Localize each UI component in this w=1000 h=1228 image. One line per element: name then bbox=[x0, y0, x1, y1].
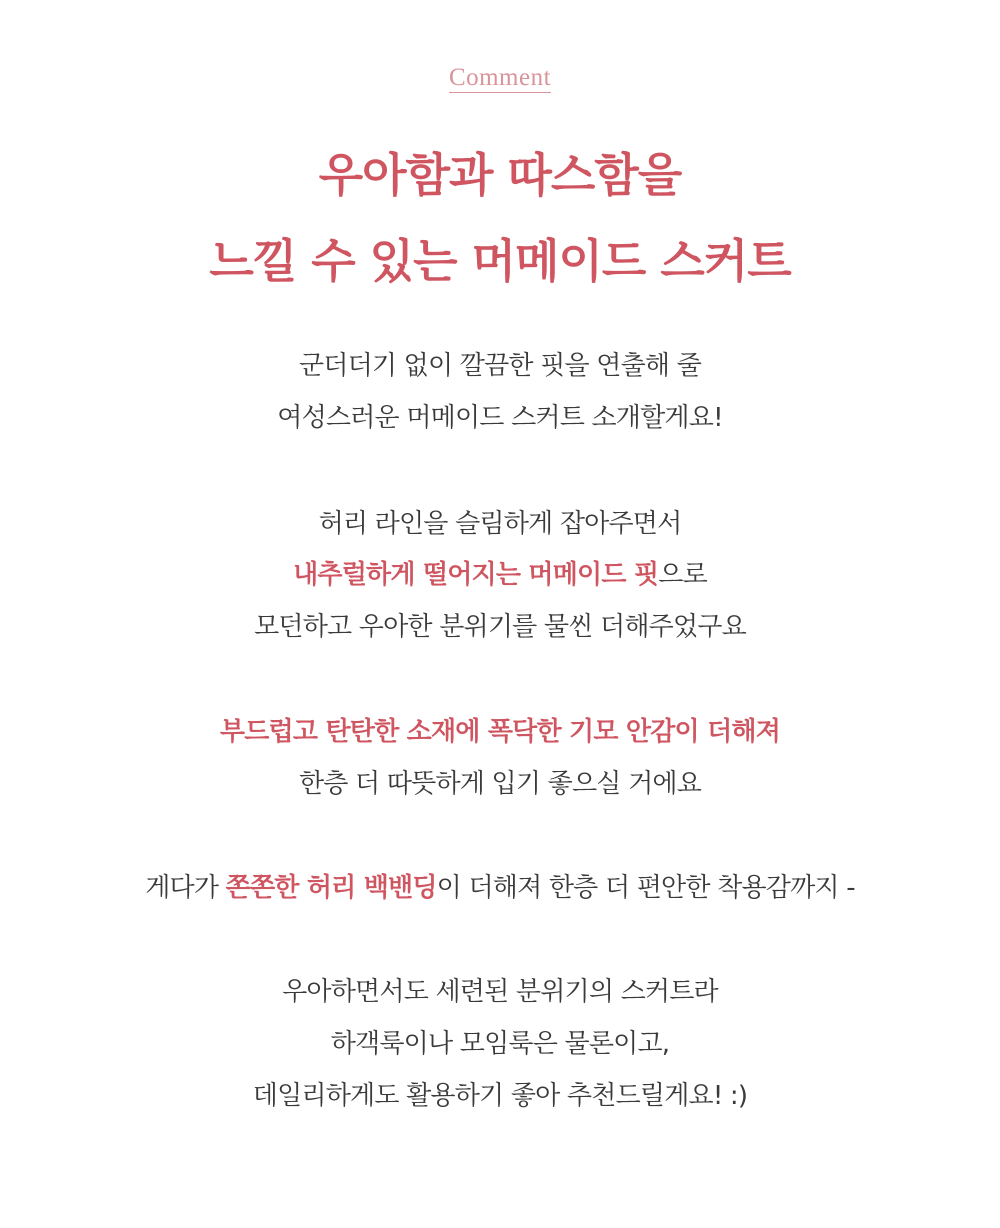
p3-highlight: 부드럽고 탄탄한 소재에 폭닥한 기모 안감이 더해져 bbox=[219, 717, 781, 747]
headline-line-1: 우아함과 따스함을 bbox=[318, 148, 682, 202]
p5-line-3: 데일리하게도 활용하기 좋아 추천드릴게요! :) bbox=[252, 1081, 748, 1111]
p4-line-1 bbox=[0, 870, 1000, 906]
section-eyebrow bbox=[0, 64, 1000, 92]
p1-line-1: 군더더기 없이 깔끔한 핏을 연출해 줄 bbox=[298, 351, 702, 381]
p3-line-2: 한층 더 따뜻하게 입기 좋으실 거에요 bbox=[298, 769, 702, 799]
p4-highlight: 쫀쫀한 허리 백밴딩 bbox=[225, 873, 437, 903]
p4-line-1-post: 이 더해져 한층 더 편안한 착용감까지 - bbox=[436, 873, 855, 903]
p1-line-2: 여성스러운 머메이드 스커트 소개할게요! bbox=[277, 403, 723, 433]
eyebrow-label: Comment bbox=[448, 64, 552, 91]
p2-line-3: 모던하고 우아한 분위기를 물씬 더해주었구요 bbox=[254, 612, 746, 642]
p5-line-1: 우아하면서도 세련된 분위기의 스커트라 bbox=[282, 977, 718, 1007]
p4-line-1-pre: 게다가 bbox=[145, 873, 226, 903]
p3-line-1 bbox=[0, 714, 1000, 750]
headline-line-2: 느낄 수 있는 머메이드 스커트 bbox=[209, 234, 791, 288]
p2-line-2-rest: 으로 bbox=[658, 560, 707, 590]
p2-line-2 bbox=[0, 557, 1000, 593]
p5-line-2: 하객룩이나 모임룩은 물론이고, bbox=[330, 1029, 670, 1059]
p2-line-1: 허리 라인을 슬림하게 잡아주면서 bbox=[318, 509, 682, 539]
p2-highlight: 내추럴하게 떨어지는 머메이드 핏 bbox=[293, 560, 659, 590]
